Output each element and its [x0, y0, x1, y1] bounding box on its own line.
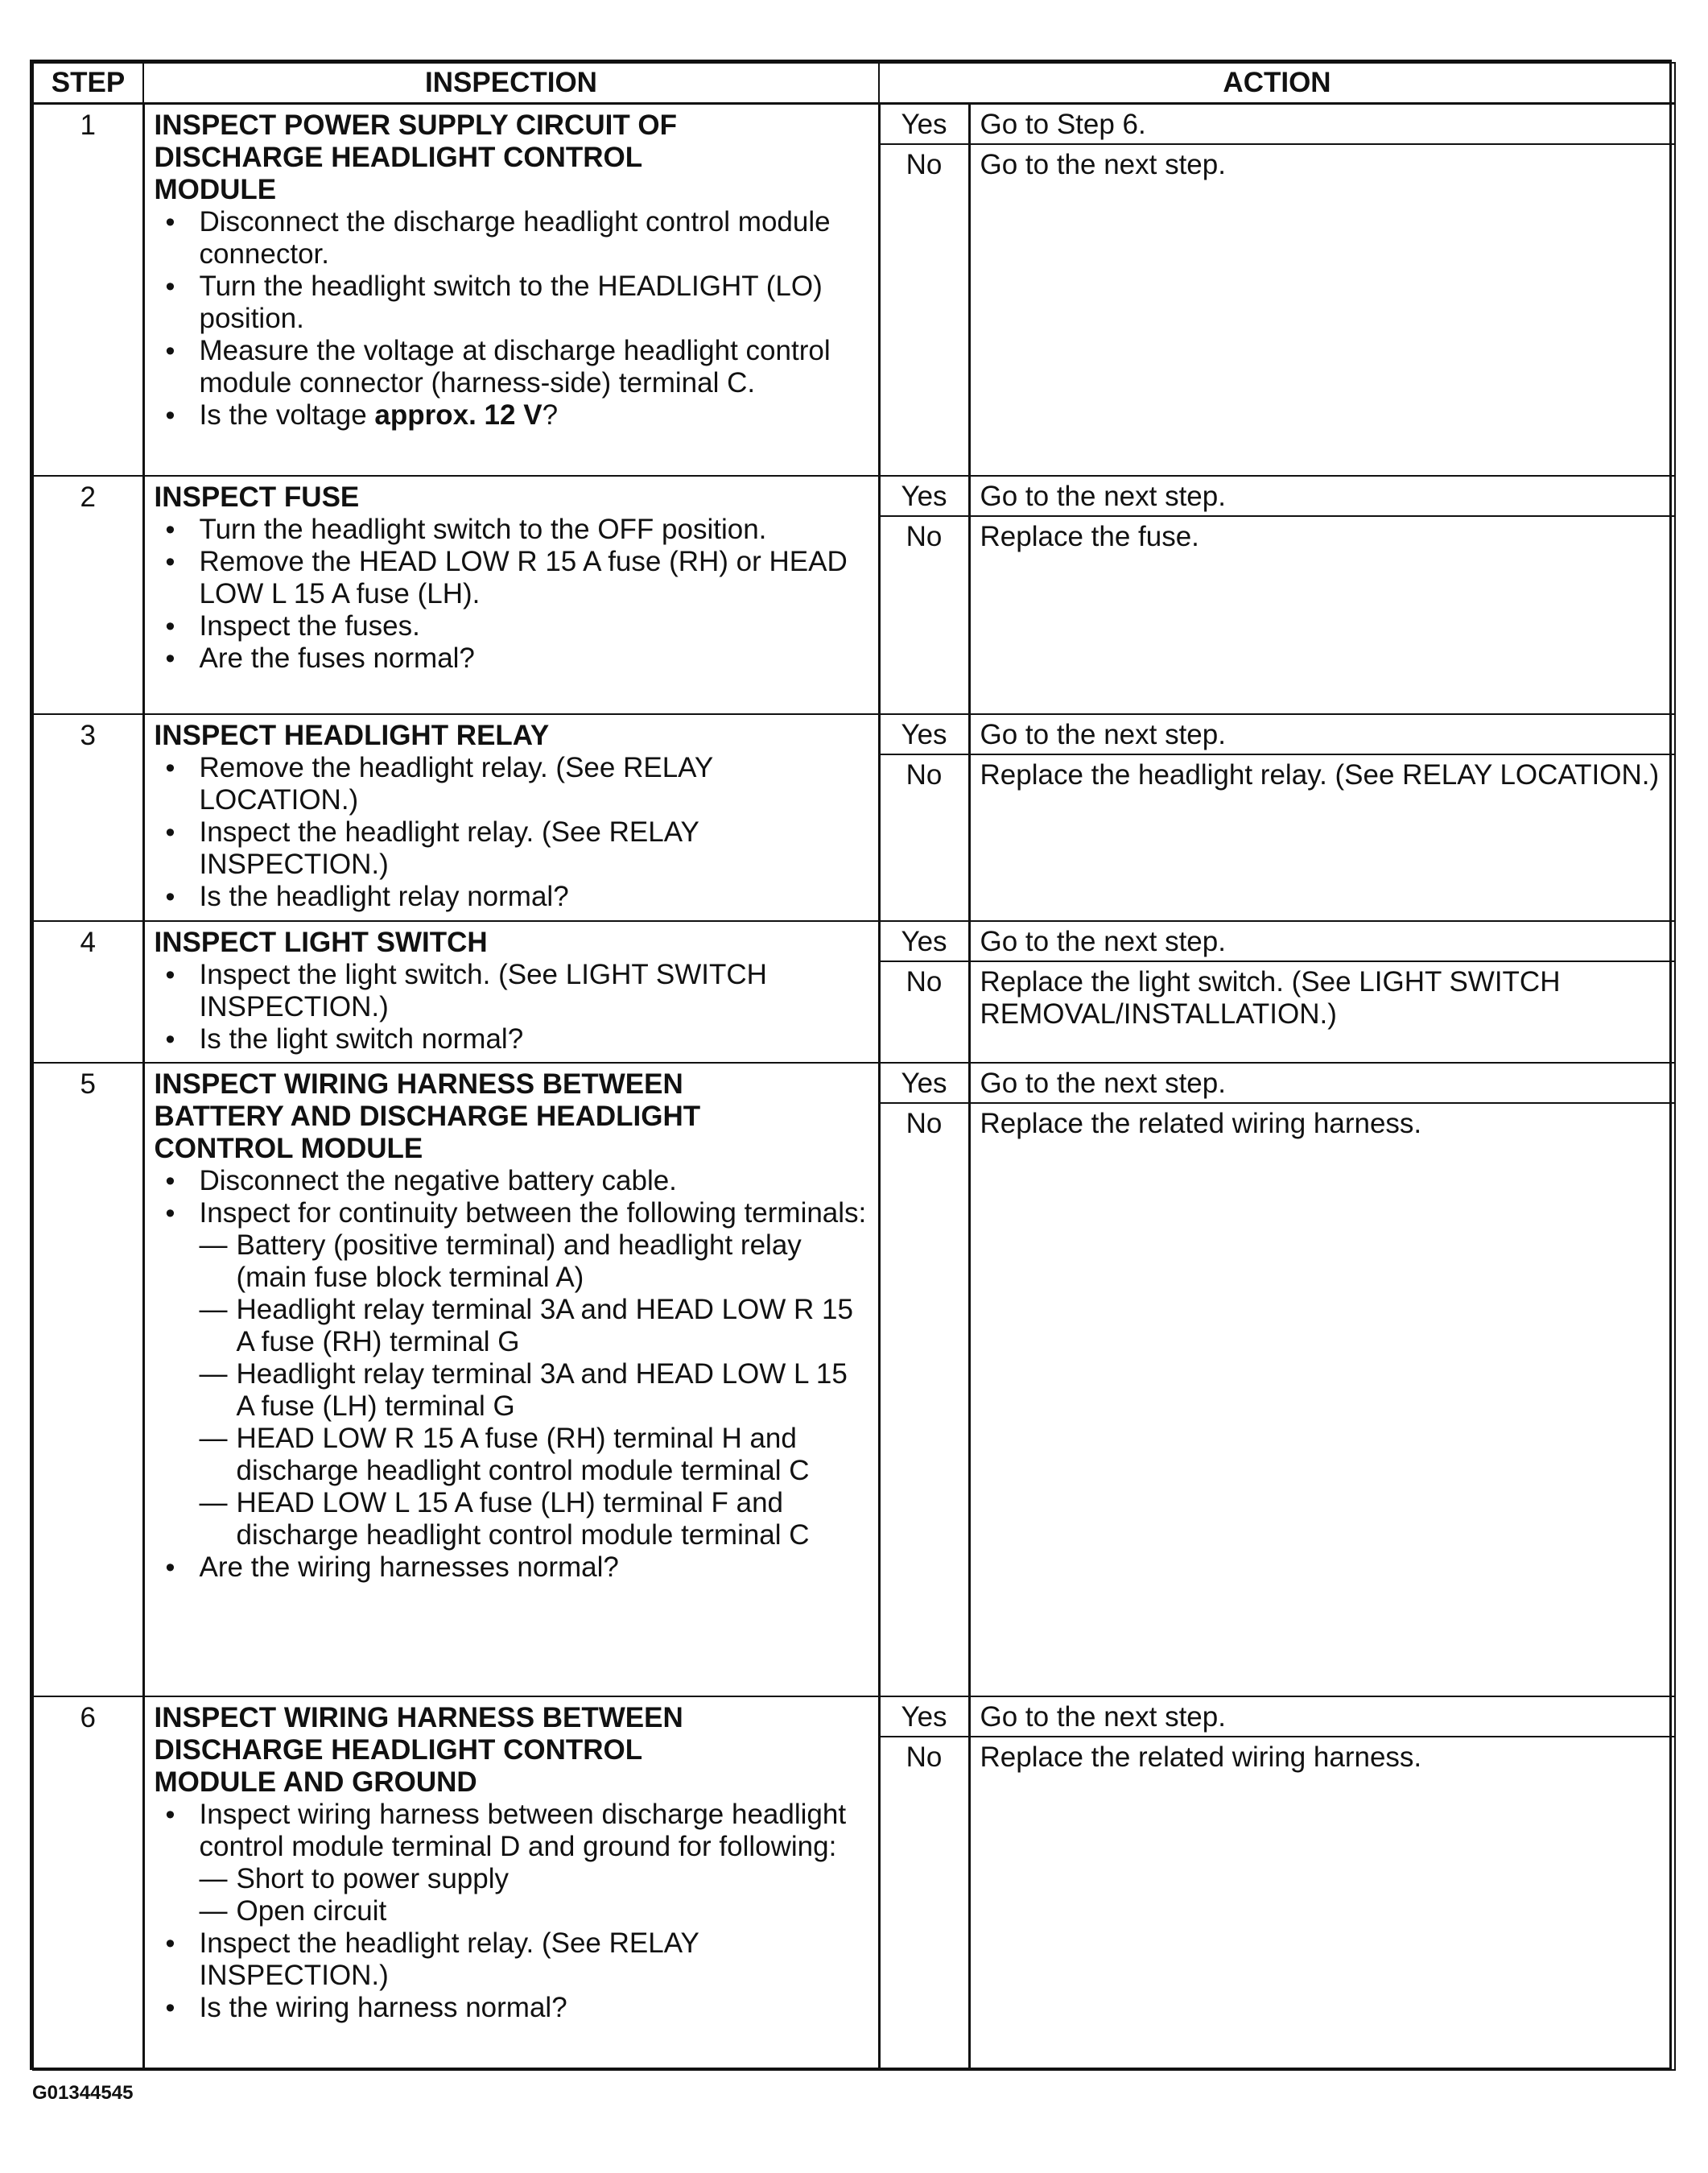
figure-id: G01344545 — [32, 2082, 134, 2104]
list-item: • Turn the headlight switch to the HEADLIGHT (LO) position. — [155, 271, 870, 335]
yes-label: Yes — [881, 715, 971, 754]
no-label: No — [881, 1104, 971, 1696]
yes-label: Yes — [881, 477, 971, 515]
sub-item: — HEAD LOW R 15 A fuse (RH) terminal H and discharge headlight control module terminal C — [200, 1423, 870, 1487]
yes-action: Go to the next step. — [980, 1067, 1226, 1099]
action-cell — [879, 714, 1675, 921]
bullet-list — [155, 959, 870, 1056]
no-label: No — [881, 145, 971, 475]
no-action: Replace the headlight relay. (See RELAY LOCATION.) — [980, 758, 1660, 791]
no-row — [881, 145, 1675, 475]
list-item: • Are the wiring harnesses normal? — [155, 1551, 870, 1584]
list-item: • Measure the voltage at discharge headlight control module connector (harness-side) terminal C. — [155, 335, 870, 399]
sub-list — [200, 1863, 870, 1927]
list-item: • Inspect for continuity between the following terminals: — Battery (positive terminal) and headlight relay (main fuse block terminal A) — Headlight relay terminal 3A and HEAD LOW R 15 A fuse (RH) terminal G — Headlight relay terminal 3A and HEAD LOW L 15 A fuse (LH) terminal G — HEAD LOW R 15 A fuse (RH) terminal H and discharge headlight control module terminal C — HEAD LOW L 15 A fuse (LH) terminal F and discharge headlight control module terminal C — [155, 1197, 870, 1551]
no-row — [881, 755, 1675, 920]
list-item: • Inspect the fuses. — [155, 610, 870, 642]
list-item: • Turn the headlight switch to the OFF position. — [155, 514, 870, 546]
action-cell — [879, 1696, 1675, 2070]
bullet-list — [155, 514, 870, 675]
step-number: 1 — [33, 104, 143, 476]
sub-item: — Short to power supply — [200, 1863, 870, 1895]
list-item: • Is the light switch normal? — [155, 1023, 870, 1056]
table-row — [33, 104, 1675, 476]
step-number: 5 — [33, 1063, 143, 1696]
table-row — [33, 714, 1675, 921]
step-number: 6 — [33, 1696, 143, 2070]
no-action: Replace the fuse. — [980, 520, 1199, 552]
step-title: INSPECT LIGHT SWITCH — [154, 926, 488, 958]
inspection-cell — [143, 714, 879, 921]
no-action: Replace the related wiring harness. — [980, 1741, 1422, 1773]
list-item: • Are the fuses normal? — [155, 642, 870, 675]
yes-action: Go to the next step. — [980, 925, 1226, 957]
header-step: STEP — [33, 63, 143, 104]
action-cell — [879, 921, 1675, 1063]
bullet-list — [155, 1799, 870, 2024]
yes-action: Go to Step 6. — [980, 109, 1146, 140]
table-row — [33, 1696, 1675, 2070]
list-item: • Is the headlight relay normal? — [155, 881, 870, 913]
yes-row — [881, 922, 1675, 962]
inspection-cell — [143, 104, 879, 476]
no-row — [881, 517, 1675, 713]
step-number: 3 — [33, 714, 143, 921]
action-cell — [879, 1063, 1675, 1696]
no-label: No — [881, 755, 971, 920]
list-item: • Remove the headlight relay. (See RELAY LOCATION.) — [155, 752, 870, 816]
no-label: No — [881, 962, 971, 1062]
yes-label: Yes — [881, 1697, 971, 1736]
sub-item: — Headlight relay terminal 3A and HEAD LOW L 15 A fuse (LH) terminal G — [200, 1358, 870, 1423]
step-number: 2 — [33, 476, 143, 714]
step-title: INSPECT WIRING HARNESS BETWEEN DISCHARGE HEADLIGHT CONTROL MODULE AND GROUND — [154, 1701, 683, 1798]
yes-row — [881, 1697, 1675, 1737]
no-row — [881, 962, 1675, 1062]
step-number: 4 — [33, 921, 143, 1063]
inspection-cell — [143, 921, 879, 1063]
sub-item: — HEAD LOW L 15 A fuse (LH) terminal F and discharge headlight control module terminal C — [200, 1487, 870, 1551]
yes-action: Go to the next step. — [980, 480, 1226, 512]
yes-row — [881, 477, 1675, 517]
action-cell — [879, 476, 1675, 714]
inspection-cell — [143, 476, 879, 714]
inspection-cell — [143, 1063, 879, 1696]
table-row — [33, 476, 1675, 714]
header-action: ACTION — [879, 63, 1675, 104]
sub-list — [200, 1229, 870, 1551]
sub-item: — Headlight relay terminal 3A and HEAD LOW R 15 A fuse (RH) terminal G — [200, 1294, 870, 1358]
list-item: • Disconnect the negative battery cable. — [155, 1165, 870, 1197]
inspection-table — [30, 60, 1672, 2070]
yes-row — [881, 105, 1675, 145]
list-item: • Inspect wiring harness between discharge headlight control module terminal D and ground for following: — Short to power supply — Open circuit — [155, 1799, 870, 1927]
bullet-list — [155, 206, 870, 432]
yes-row — [881, 715, 1675, 755]
yes-action: Go to the next step. — [980, 1700, 1226, 1733]
header-inspection: INSPECTION — [143, 63, 879, 104]
bullet-list — [155, 752, 870, 913]
table-row — [33, 921, 1675, 1063]
bullet-list — [155, 1165, 870, 1584]
list-item: • Is the voltage approx. 12 V? — [155, 399, 870, 432]
list-item: • Disconnect the discharge headlight control module connector. — [155, 206, 870, 271]
sub-item: — Battery (positive terminal) and headlight relay (main fuse block terminal A) — [200, 1229, 870, 1294]
list-item: • Is the wiring harness normal? — [155, 1992, 870, 2024]
no-row — [881, 1737, 1675, 2069]
table-row — [33, 1063, 1675, 1696]
no-label: No — [881, 517, 971, 713]
step-title: INSPECT HEADLIGHT RELAY — [154, 719, 550, 751]
list-item: • Inspect the headlight relay. (See RELAY INSPECTION.) — [155, 1927, 870, 1992]
list-item: • Remove the HEAD LOW R 15 A fuse (RH) or HEAD LOW L 15 A fuse (LH). — [155, 546, 870, 610]
list-item: • Inspect the headlight relay. (See RELAY INSPECTION.) — [155, 816, 870, 881]
no-action: Replace the light switch. (See LIGHT SWITCH REMOVAL/INSTALLATION.) — [980, 965, 1561, 1030]
action-cell — [879, 104, 1675, 476]
step-title: INSPECT FUSE — [154, 481, 360, 513]
yes-action: Go to the next step. — [980, 718, 1226, 750]
no-action: Replace the related wiring harness. — [980, 1107, 1422, 1139]
yes-label: Yes — [881, 1064, 971, 1102]
no-action: Go to the next step. — [980, 149, 1226, 180]
inspection-cell — [143, 1696, 879, 2070]
yes-row — [881, 1064, 1675, 1104]
step-title: INSPECT POWER SUPPLY CIRCUIT OF DISCHARGE HEADLIGHT CONTROL MODULE — [154, 109, 678, 205]
sub-item: — Open circuit — [200, 1895, 870, 1927]
no-label: No — [881, 1737, 971, 2069]
list-item: • Inspect the light switch. (See LIGHT SWITCH INSPECTION.) — [155, 959, 870, 1023]
step-title: INSPECT WIRING HARNESS BETWEEN BATTERY AND DISCHARGE HEADLIGHT CONTROL MODULE — [154, 1068, 701, 1164]
no-row — [881, 1104, 1675, 1696]
yes-label: Yes — [881, 105, 971, 143]
yes-label: Yes — [881, 922, 971, 960]
